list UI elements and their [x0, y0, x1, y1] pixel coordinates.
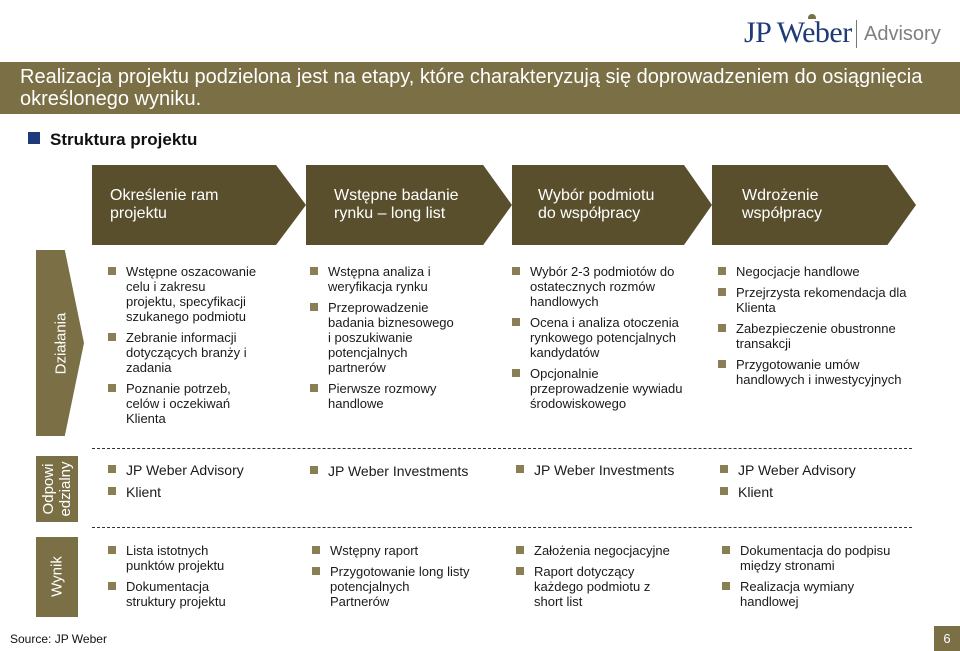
list-item: Negocjacje handlowe	[718, 264, 908, 279]
list-item: Opcjonalnie przeprowadzenie wywiadu środowiskowego	[512, 366, 692, 411]
list-item: Klient	[108, 484, 288, 500]
list-item: Wstępny raport	[312, 543, 472, 558]
list-item: Założenia negocjacyjne	[516, 543, 676, 558]
responsible-column-3	[516, 462, 706, 484]
logo-divider	[856, 20, 857, 48]
list-item: Wybór 2-3 podmiotów do ostatecznych rozmów handlowych	[512, 264, 692, 309]
source-note: Source: JP Weber	[10, 632, 107, 646]
activities-column-1	[108, 264, 258, 432]
result-column-3	[516, 543, 676, 615]
list-item: Pierwsze rozmowy handlowe	[310, 381, 460, 411]
list-item: Klient	[720, 484, 910, 500]
phase-label-2: Wstępne badanie rynku – long list	[334, 187, 459, 222]
dashed-divider	[92, 527, 912, 528]
list-item: Przygotowanie umów handlowych i inwestycyjnych	[718, 357, 908, 387]
list-item: Poznanie potrzeb, celów i oczekiwań Klienta	[108, 381, 258, 426]
result-column-4	[722, 543, 912, 615]
phase-label-4: Wdrożenie współpracy	[742, 187, 823, 222]
activities-column-2	[310, 264, 460, 417]
list-item: JP Weber Investments	[310, 463, 500, 479]
list-item: Wstępne oszacowanie celu i zakresu projektu, specyfikacji szukanego podmiotu	[108, 264, 258, 324]
row-label-odpowiedzialny: Odpowi edzialny	[40, 461, 74, 517]
row-label-wynik: Wynik	[48, 556, 66, 597]
logo-brand: JP Weber	[744, 16, 852, 49]
square-bullet-icon	[28, 132, 40, 144]
row-label-dzialania: Działania	[52, 312, 70, 375]
result-column-1	[108, 543, 258, 615]
activities-column-4	[718, 264, 908, 393]
list-item: Lista istotnych punktów projektu	[108, 543, 258, 573]
list-item: Przygotowanie long listy potencjalnych Partnerów	[312, 564, 472, 609]
responsible-column-4	[720, 462, 910, 506]
result-column-2	[312, 543, 472, 615]
company-logo	[744, 14, 944, 50]
phase-label-1: Określenie ram projektu	[110, 187, 219, 222]
list-item: JP Weber Advisory	[108, 462, 288, 478]
list-item: JP Weber Advisory	[720, 462, 910, 478]
section-title: Struktura projektu	[50, 130, 198, 149]
phase-label-3: Wybór podmiotu do współpracy	[538, 187, 655, 222]
section-heading	[28, 130, 197, 150]
dashed-divider	[92, 448, 912, 449]
list-item: Zebranie informacji dotyczących branży i zadania	[108, 330, 258, 375]
page-number: 6	[934, 626, 960, 651]
list-item: Przeprowadzenie badania biznesowego i poszukiwanie potencjalnych partnerów	[310, 300, 460, 375]
responsible-column-2	[310, 463, 500, 485]
list-item: Realizacja wymiany handlowej	[722, 579, 912, 609]
banner-text: Realizacja projektu podzielona jest na etapy, które charakteryzują się doprowadzeniem do osiągnięcia określonego wyniku.	[20, 66, 923, 110]
logo-suffix: Advisory	[864, 23, 941, 45]
list-item: Ocena i analiza otoczenia rynkowego potencjalnych kandydatów	[512, 315, 692, 360]
list-item: Raport dotyczący każdego podmiotu z short list	[516, 564, 676, 609]
responsible-column-1	[108, 462, 288, 506]
activities-column-3	[512, 264, 692, 417]
list-item: JP Weber Investments	[516, 462, 706, 478]
list-item: Przejrzysta rekomendacja dla Klienta	[718, 285, 908, 315]
list-item: Dokumentacja struktury projektu	[108, 579, 258, 609]
list-item: Wstępna analiza i weryfikacja rynku	[310, 264, 460, 294]
list-item: Zabezpieczenie obustronne transakcji	[718, 321, 908, 351]
list-item: Dokumentacja do podpisu między stronami	[722, 543, 912, 573]
